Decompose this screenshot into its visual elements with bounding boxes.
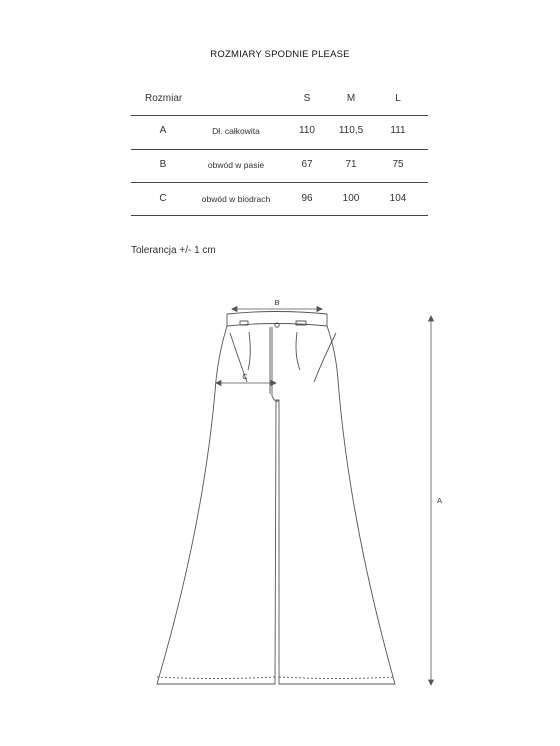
pleat-right [296,332,300,370]
row-c-label: obwód w biodrach [201,194,271,204]
header-size-l: L [395,93,401,104]
row-a-l: 111 [390,125,406,136]
label-b: B [274,298,280,307]
row-c-l: 104 [389,193,407,204]
arrow-left [232,307,237,312]
row-c-m: 100 [342,193,360,204]
label-c: C [242,372,248,381]
arrow-down [429,680,434,685]
hem-stitch-right [279,677,395,679]
row-b-s: 67 [301,159,313,170]
header-size-m: M [346,93,356,104]
row-b-code: B [159,159,167,170]
hem-stitch-left [157,677,275,679]
label-a: A [437,496,443,505]
row-a-m: 110,5 [338,125,364,136]
row-b-m: 71 [345,159,357,170]
row-c-code: C [159,193,167,204]
arrow-right [317,307,322,312]
row-a-s: 110 [299,125,315,136]
arrow-right [271,381,276,386]
arrow-left [216,381,221,386]
row-a-label: Dł. całkowita [212,126,260,136]
pocket-right [314,333,336,382]
waistband [227,312,327,327]
fly-front [272,327,279,401]
chart-title: ROZMIARY SPODNIE PLEASE [210,49,350,60]
row-a-code: A [159,125,167,136]
row-b-l: 75 [392,159,404,170]
tolerance-note: Tolerancja +/- 1 cm [131,245,216,256]
row-b-label: obwód w pasie [207,160,265,170]
arrow-up [429,316,434,321]
trousers-outline [157,326,395,684]
row-c-s: 96 [301,193,313,204]
header-size-s: S [303,93,311,104]
pleat-left [248,332,250,370]
header-rozmiar: Rozmiar [145,93,183,104]
